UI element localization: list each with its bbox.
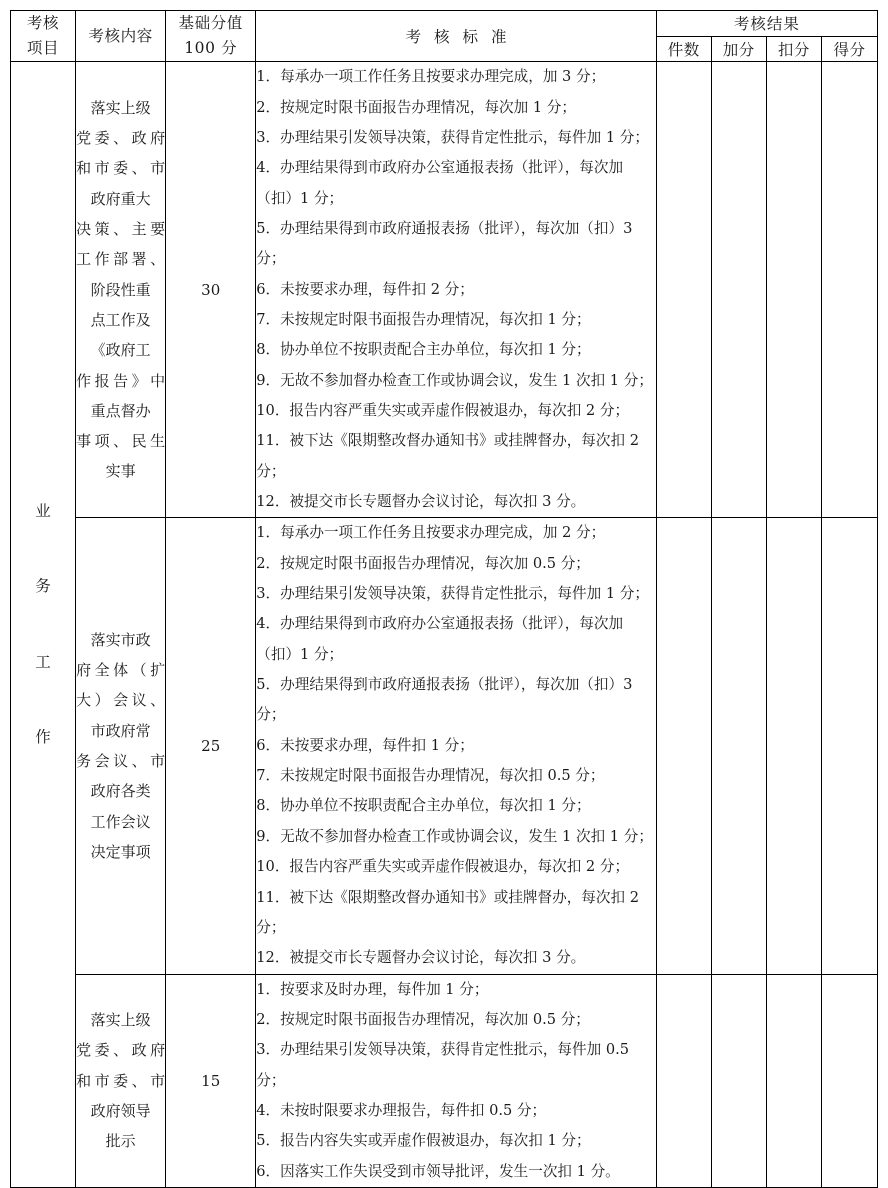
cell-result-deduct[interactable] (766, 62, 821, 518)
standard-item: 1．每承办一项工作任务且按要求办理完成，加 3 分； (256, 68, 606, 86)
header-content: 考核内容 (76, 11, 166, 62)
standard-item: 10．报告内容严重失实或弄虚作假被退办，每次扣 2 分； (256, 858, 630, 876)
header-result-deduct: 扣分 (766, 36, 821, 62)
cell-result-add[interactable] (711, 974, 766, 1187)
content-line: 落实上级 (90, 98, 151, 117)
cell-result-count[interactable] (656, 974, 711, 1187)
content-line: 和市委、市 (76, 1071, 166, 1090)
content-line: 工作部署、 (76, 250, 166, 269)
cell-result-total[interactable] (821, 974, 877, 1187)
header-project-line2: 项目 (26, 39, 60, 58)
cell-result-add[interactable] (711, 518, 766, 974)
content-line: 工作会议 (90, 812, 151, 831)
content-line: 落实市政 (90, 630, 151, 649)
standard-item: 2．按规定时限书面报告办理情况，每次加 0.5 分； (256, 1010, 590, 1028)
content-line: 事项、民生 (76, 432, 166, 451)
cell-result-add[interactable] (711, 62, 766, 518)
header-project-line1: 考核 (26, 14, 60, 32)
standard-item: 6．因落实工作失误受到市领导批评，发生一次扣 1 分。 (256, 1162, 620, 1180)
cell-content (76, 518, 166, 974)
standard-item: 9．无故不参加督办检查工作或协调会议，发生 1 次扣 1 分； (256, 827, 653, 845)
header-project (11, 11, 76, 62)
content-line: 阶段性重 (90, 280, 151, 299)
standard-item: 3．办理结果引发领导决策，获得肯定性批示，每件加 0.5 分； (256, 1041, 630, 1089)
standard-item: 6．未按要求办理，每件扣 2 分； (256, 280, 474, 298)
assessment-table (10, 10, 878, 1188)
standard-item: 1．每承办一项工作任务且按要求办理完成，加 2 分； (256, 524, 606, 542)
standard-item: 7．未按规定时限书面报告办理情况，每次扣 0.5 分； (256, 767, 605, 785)
header-score-line1: 基础分值 (178, 14, 243, 32)
content-line: 和市委、市 (76, 159, 166, 178)
standard-item: 2．按规定时限书面报告办理情况，每次加 1 分； (256, 98, 576, 116)
cell-result-deduct[interactable] (766, 974, 821, 1187)
content-line: 政府各类 (90, 782, 151, 801)
cell-result-count[interactable] (656, 62, 711, 518)
project-label-char-0: 业 (35, 501, 51, 520)
header-result-group: 考核结果 (656, 11, 877, 37)
header-result-count: 件数 (656, 36, 711, 62)
project-label-char-3: 作 (35, 728, 51, 747)
content-line: 党委、政府 (76, 129, 166, 148)
cell-score: 30 (166, 62, 256, 518)
standard-item: 4．办理结果得到市政府办公室通报表扬（批评），每次加（扣）1 分； (256, 159, 624, 207)
content-line: 大）会议、 (76, 691, 166, 710)
content-line: 批示 (105, 1132, 136, 1151)
cell-score: 15 (166, 974, 256, 1187)
content-line: 市政府常 (90, 721, 151, 740)
project-label-char-1: 务 (35, 577, 51, 596)
standard-item: 5．报告内容失实或弄虚作假被退办，每次扣 1 分； (256, 1132, 591, 1150)
standard-item: 1．按要求及时办理，每件加 1 分； (256, 980, 489, 998)
header-result-add: 加分 (711, 36, 766, 62)
standard-item: 11．被下达《限期整改督办通知书》或挂牌督办，每次扣 2 分； (256, 432, 639, 480)
table-header (11, 11, 878, 62)
standard-item: 5．办理结果得到市政府通报表扬（批评），每次加（扣）3 分； (256, 676, 633, 724)
standard-item: 10．报告内容严重失实或弄虚作假被退办，每次扣 2 分； (256, 402, 630, 419)
table-row (11, 974, 878, 1187)
standard-item: 4．未按时限要求办理报告，每件扣 0.5 分； (256, 1101, 547, 1119)
cell-standard (256, 518, 656, 974)
table-body (11, 62, 878, 1188)
header-standard: 考核标准 (256, 11, 656, 62)
header-score-line2: 100 分 (184, 39, 238, 58)
standard-item: 12．被提交市长专题督办会议讨论，每次扣 3 分。 (256, 493, 586, 511)
header-row-1 (11, 11, 878, 37)
content-line: 点工作及 (90, 310, 151, 329)
content-line: 府全体（扩 (76, 661, 166, 680)
cell-result-deduct[interactable] (766, 518, 821, 974)
cell-standard (256, 62, 656, 518)
cell-standard (256, 974, 656, 1187)
content-line: 《政府工 (90, 341, 151, 360)
standard-item: 3．办理结果引发领导决策，获得肯定性批示，每件加 1 分； (256, 585, 649, 603)
content-line: 实事 (105, 462, 136, 481)
header-score (166, 11, 256, 62)
cell-content (76, 974, 166, 1187)
standard-item: 6．未按要求办理，每件扣 1 分； (256, 736, 474, 754)
content-line: 重点督办 (90, 401, 151, 420)
content-line: 落实上级 (90, 1010, 151, 1029)
table-row (11, 62, 878, 518)
standard-item: 7．未按规定时限书面报告办理情况，每次扣 1 分； (256, 310, 591, 328)
standard-item: 11．被下达《限期整改督办通知书》或挂牌督办，每次扣 2 分； (256, 888, 639, 936)
standard-item: 12．被提交市长专题督办会议讨论，每次扣 3 分。 (256, 949, 586, 967)
standard-item: 3．办理结果引发领导决策，获得肯定性批示，每件加 1 分； (256, 128, 649, 146)
content-line: 作报告》中 (76, 371, 166, 390)
cell-result-total[interactable] (821, 62, 877, 518)
header-result-total: 得分 (821, 36, 877, 62)
standard-item: 2．按规定时限书面报告办理情况，每次加 0.5 分； (256, 554, 590, 572)
content-line: 党委、政府 (76, 1041, 166, 1060)
content-line: 政府重大 (90, 189, 151, 208)
cell-content (76, 62, 166, 518)
cell-project-label (11, 62, 76, 1188)
content-line: 政府领导 (90, 1101, 151, 1120)
project-label-char-2: 工 (35, 652, 51, 671)
standard-item: 9．无故不参加督办检查工作或协调会议，发生 1 次扣 1 分； (256, 371, 653, 389)
cell-result-total[interactable] (821, 518, 877, 974)
content-line: 决策、主要 (76, 220, 166, 239)
content-line: 决定事项 (90, 842, 151, 861)
content-line: 务会议、市 (76, 751, 166, 770)
standard-item: 4．办理结果得到市政府办公室通报表扬（批评），每次加（扣）1 分； (256, 615, 624, 663)
standard-item: 5．办理结果得到市政府通报表扬（批评），每次加（扣）3 分； (256, 219, 633, 268)
standard-item: 8．协办单位不按职责配合主办单位，每次扣 1 分； (256, 341, 591, 359)
cell-result-count[interactable] (656, 518, 711, 974)
table-row (11, 518, 878, 974)
cell-score: 25 (166, 518, 256, 974)
standard-item: 8．协办单位不按职责配合主办单位，每次扣 1 分； (256, 797, 591, 815)
project-label-vertical-text (11, 474, 75, 776)
